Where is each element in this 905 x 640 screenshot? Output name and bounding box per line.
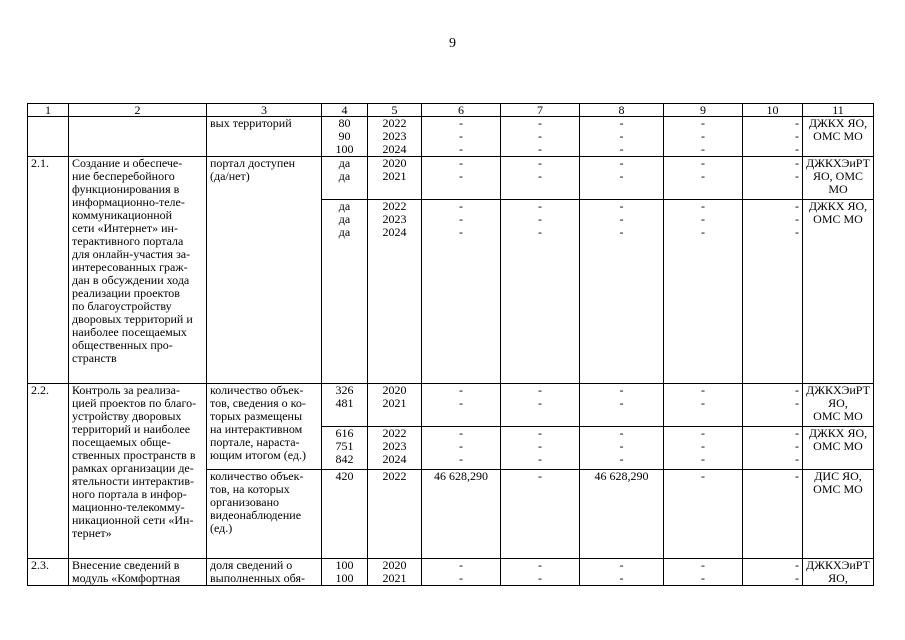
empty-value-dash: - (459, 169, 463, 183)
text-line: функционирования в (72, 182, 180, 196)
text-line: (ед.) (210, 521, 233, 535)
text-line: ятельности интерактив- (72, 474, 195, 488)
text-line: ОМС МО (813, 409, 863, 423)
activity-name (69, 157, 207, 384)
table-row (28, 117, 874, 157)
column-header: 10 (743, 104, 803, 117)
text-line: 751 (335, 439, 354, 453)
empty-value-dash: - (795, 452, 799, 466)
empty-value-dash: - (701, 169, 705, 183)
other-amount (743, 157, 803, 200)
text-line: сети «Интернет» ин- (72, 221, 178, 235)
text-line: Внесение сведений в (72, 558, 180, 572)
empty-value-dash: - (459, 452, 463, 466)
text-line: ющим итогом (ед.) (210, 448, 306, 462)
text-line: 2021 (382, 169, 407, 183)
empty-value-dash: - (795, 439, 799, 453)
empty-value-dash: - (459, 558, 463, 572)
text-line: 842 (335, 452, 354, 466)
local-amount (664, 157, 743, 200)
local-amount (664, 117, 743, 157)
text-line: на интерактивном (210, 422, 303, 436)
empty-value-dash: - (538, 212, 542, 226)
empty-value-dash: - (701, 571, 705, 585)
text-line: модуль «Комфортная (72, 571, 181, 585)
empty-value-dash: - (795, 212, 799, 226)
text-line: 481 (335, 396, 354, 410)
regional-amount (580, 157, 664, 200)
text-line: 2024 (382, 142, 407, 156)
regional-amount (580, 559, 664, 586)
text-line: 100 (335, 142, 354, 156)
empty-value-dash: - (701, 558, 705, 572)
text-line: да (338, 156, 351, 170)
federal-amount (501, 427, 580, 470)
text-line: количество объек- (210, 383, 304, 397)
federal-amount (501, 470, 580, 559)
federal-amount (501, 117, 580, 157)
empty-value-dash: - (459, 129, 463, 143)
federal-amount (501, 384, 580, 427)
other-amount (743, 427, 803, 470)
indicator-values (322, 200, 368, 384)
empty-value-dash: - (701, 383, 705, 397)
column-header: 3 (207, 104, 322, 117)
empty-value-dash: - (795, 142, 799, 156)
text-line: 2020 (382, 383, 407, 397)
empty-value-dash: - (619, 116, 624, 130)
executors: ДЖКХ ЯО, ОМС МО (803, 117, 874, 157)
empty-value-dash: - (459, 225, 463, 239)
text-line: территорий и наиболее (72, 422, 191, 436)
local-amount (664, 200, 743, 384)
text-line: устройству дворовых (72, 409, 182, 423)
indicator-name (207, 559, 322, 586)
text-line: организовано (210, 495, 280, 509)
other-amount (743, 117, 803, 157)
other-amount (743, 559, 803, 586)
regional-amount: 46 628,290 (580, 470, 664, 559)
empty-value-dash: - (701, 212, 705, 226)
empty-value-dash: - (538, 129, 542, 143)
empty-value-dash: - (459, 142, 463, 156)
text-line: 100 (335, 558, 354, 572)
years (368, 427, 422, 470)
table-row (28, 559, 874, 586)
empty-value-dash: - (538, 169, 542, 183)
text-line: 2024 (382, 225, 407, 239)
text-line: цией проектов по благо- (72, 396, 197, 410)
empty-value-dash: - (701, 142, 705, 156)
empty-value-dash: - (795, 116, 799, 130)
text-line: ОМС МО (813, 439, 863, 453)
years (368, 157, 422, 200)
text-line: 326 (335, 383, 354, 397)
text-line: ние бесперебойного (72, 169, 175, 183)
text-line: ЯО, ОМС (812, 169, 863, 183)
text-line: ственных пространств в (72, 448, 196, 462)
text-line: 616 (335, 426, 354, 440)
empty-value-dash: - (701, 129, 705, 143)
empty-value-dash: - (459, 571, 463, 585)
column-header: 11 (803, 104, 874, 117)
local-amount (664, 427, 743, 470)
text-line: никационной сети «Ин- (72, 513, 194, 527)
indicator-name (207, 384, 322, 470)
text-line: 2022 (382, 116, 407, 130)
total-amount (422, 117, 501, 157)
empty-value-dash: - (795, 558, 799, 572)
total-amount (422, 427, 501, 470)
program-table (27, 103, 874, 586)
text-line: тернет» (72, 526, 112, 540)
column-header: 2 (69, 104, 207, 117)
text-line: да (338, 212, 351, 226)
column-header: 5 (368, 104, 422, 117)
empty-value-dash: - (459, 439, 463, 453)
text-line: выполненных обя- (210, 571, 305, 585)
total-amount (422, 559, 501, 586)
empty-value-dash: - (459, 212, 463, 226)
empty-value-dash: - (619, 439, 624, 453)
empty-value-dash: - (619, 142, 624, 156)
text-line: ДЖКХ ЯО, (808, 426, 868, 440)
empty-value-dash: - (619, 571, 624, 585)
text-line: Создание и обеспече- (72, 156, 183, 170)
empty-value-dash: - (619, 225, 624, 239)
empty-value-dash: - (795, 396, 799, 410)
text-line: ДЖКХЭиРТ (806, 558, 870, 572)
years (368, 200, 422, 384)
empty-value-dash: - (701, 426, 705, 440)
text-line: 2022 (382, 426, 407, 440)
executors (803, 427, 874, 470)
regional-amount (580, 200, 664, 384)
empty-value-dash: - (459, 156, 463, 170)
text-line: 2024 (382, 452, 407, 466)
text-line: ДИС ЯО, (814, 469, 862, 483)
text-line: для онлайн-участия за- (72, 247, 191, 261)
empty-value-dash: - (619, 558, 624, 572)
text-line: реализации проектов (72, 286, 180, 300)
activity-name (69, 384, 207, 559)
empty-value-dash: - (619, 199, 624, 213)
table-row (28, 157, 874, 200)
executors (803, 559, 874, 586)
empty-value-dash: - (538, 452, 542, 466)
text-line: 2021 (382, 571, 407, 585)
text-line: общественных про- (72, 338, 173, 352)
indicator-values (322, 427, 368, 470)
text-line: странств (72, 351, 117, 365)
text-line: по благоустройству (72, 299, 172, 313)
text-line: видеонаблюдение (210, 508, 302, 522)
column-header: 7 (501, 104, 580, 117)
total-amount: 46 628,290 (422, 470, 501, 559)
row-number: 2.2. (28, 384, 69, 559)
years: 2022 (368, 470, 422, 559)
empty-value-dash: - (538, 469, 542, 483)
empty-value-dash: - (795, 129, 799, 143)
other-amount (743, 200, 803, 384)
federal-amount (501, 200, 580, 384)
empty-value-dash: - (459, 426, 463, 440)
text-line: торых размещены (210, 409, 303, 423)
empty-value-dash: - (619, 129, 624, 143)
text-line: 100 (335, 571, 354, 585)
empty-value-dash: - (619, 426, 624, 440)
empty-value-dash: - (619, 383, 624, 397)
table-row (28, 384, 874, 427)
row-number: 2.3. (28, 559, 69, 586)
total-amount (422, 384, 501, 427)
indicator-values (322, 384, 368, 427)
text-line: 2023 (382, 212, 407, 226)
empty-value-dash: - (795, 169, 799, 183)
local-amount (664, 384, 743, 427)
column-header: 1 (28, 104, 69, 117)
empty-value-dash: - (795, 383, 799, 397)
text-line: посещаемых обще- (72, 435, 171, 449)
row-number (28, 117, 69, 157)
text-line: 80 (338, 116, 351, 130)
empty-value-dash: - (538, 142, 542, 156)
text-line: ОМС МО (813, 482, 863, 496)
total-amount (422, 157, 501, 200)
text-line: ОМС МО (813, 212, 863, 226)
empty-value-dash: - (538, 116, 542, 130)
text-line: (да/нет) (210, 169, 250, 183)
empty-value-dash: - (538, 225, 542, 239)
empty-value-dash: - (795, 571, 799, 585)
empty-value-dash: - (619, 212, 624, 226)
text-line: да (338, 225, 351, 239)
empty-value-dash: - (538, 439, 542, 453)
empty-value-dash: - (701, 116, 705, 130)
indicator-name: вых территорий (207, 117, 322, 157)
text-line: 2023 (382, 439, 407, 453)
column-header: 9 (664, 104, 743, 117)
text-line: 2020 (382, 156, 407, 170)
other-amount (743, 470, 803, 559)
text-line: портал доступен (210, 156, 296, 170)
text-line: ДЖКХ ЯО, (808, 199, 868, 213)
text-line: 90 (338, 129, 351, 143)
years (368, 559, 422, 586)
empty-value-dash: - (619, 156, 624, 170)
text-line: интересованных граж- (72, 260, 188, 274)
empty-value-dash: - (538, 383, 542, 397)
executors (803, 200, 874, 384)
indicator-values (322, 157, 368, 200)
text-line: 2021 (382, 396, 407, 410)
text-line: ЯО, (828, 571, 848, 585)
local-amount (664, 470, 743, 559)
text-line: дан в обсуждении хода (72, 273, 190, 287)
row-number: 2.1. (28, 157, 69, 384)
text-line: да (338, 169, 351, 183)
text-line: доля сведений о (210, 558, 293, 572)
text-line: ного портала в инфор- (72, 487, 187, 501)
empty-value-dash: - (538, 156, 542, 170)
years (368, 384, 422, 427)
text-line: ЯО, (828, 396, 848, 410)
activity-name (69, 559, 207, 586)
empty-value-dash: - (538, 558, 542, 572)
empty-value-dash: - (795, 225, 799, 239)
executors (803, 157, 874, 200)
text-line: наиболее посещаемых (72, 325, 187, 339)
executors (803, 470, 874, 559)
empty-value-dash: - (619, 396, 624, 410)
text-line: коммуникационной (72, 208, 173, 222)
empty-value-dash: - (459, 199, 463, 213)
indicator-name (207, 470, 322, 559)
text-line: 2022 (382, 199, 407, 213)
column-header: 4 (322, 104, 368, 117)
empty-value-dash: - (795, 426, 799, 440)
regional-amount (580, 427, 664, 470)
empty-value-dash: - (619, 169, 624, 183)
federal-amount (501, 559, 580, 586)
text-line: Контроль за реализа- (72, 383, 180, 397)
empty-value-dash: - (459, 383, 463, 397)
empty-value-dash: - (795, 156, 799, 170)
empty-value-dash: - (701, 396, 705, 410)
text-line: ДЖКХЭиРТ (806, 383, 870, 397)
text-line: МО (828, 182, 848, 196)
indicator-name (207, 157, 322, 384)
empty-value-dash: - (701, 225, 705, 239)
text-line: да (338, 199, 351, 213)
text-line: дворовых территорий и (72, 312, 193, 326)
regional-amount (580, 384, 664, 427)
regional-amount (580, 117, 664, 157)
empty-value-dash: - (538, 199, 542, 213)
empty-value-dash: - (459, 116, 463, 130)
total-amount (422, 200, 501, 384)
indicator-values (322, 117, 368, 157)
empty-value-dash: - (538, 396, 542, 410)
text-line: тов, на которых (210, 482, 290, 496)
executors (803, 384, 874, 427)
text-line: рамках организации де- (72, 461, 194, 475)
column-header: 6 (422, 104, 501, 117)
empty-value-dash: - (795, 469, 799, 483)
other-amount (743, 384, 803, 427)
empty-value-dash: - (538, 571, 542, 585)
text-line: портале, нараста- (210, 435, 300, 449)
empty-value-dash: - (701, 156, 705, 170)
header-row (28, 104, 874, 117)
empty-value-dash: - (701, 199, 705, 213)
text-line: ДЖКХЭиРТ (806, 156, 870, 170)
empty-value-dash: - (459, 396, 463, 410)
empty-value-dash: - (795, 199, 799, 213)
text-line: информационно-теле- (72, 195, 185, 209)
activity-name (69, 117, 207, 157)
empty-value-dash: - (701, 439, 705, 453)
text-line: 2023 (382, 129, 407, 143)
column-header: 8 (580, 104, 664, 117)
empty-value-dash: - (701, 452, 705, 466)
empty-value-dash: - (619, 452, 624, 466)
text-line: мационно-телекомму- (72, 500, 185, 514)
empty-value-dash: - (538, 426, 542, 440)
federal-amount (501, 157, 580, 200)
text-line: терактивного портала (72, 234, 184, 248)
text-line: количество объек- (210, 469, 304, 483)
years (368, 117, 422, 157)
indicator-values (322, 559, 368, 586)
indicator-values: 420 (322, 470, 368, 559)
page-number: 9 (449, 36, 456, 51)
local-amount (664, 559, 743, 586)
text-line: тов, сведения о ко- (210, 396, 306, 410)
empty-value-dash: - (701, 469, 705, 483)
text-line: 2020 (382, 558, 407, 572)
